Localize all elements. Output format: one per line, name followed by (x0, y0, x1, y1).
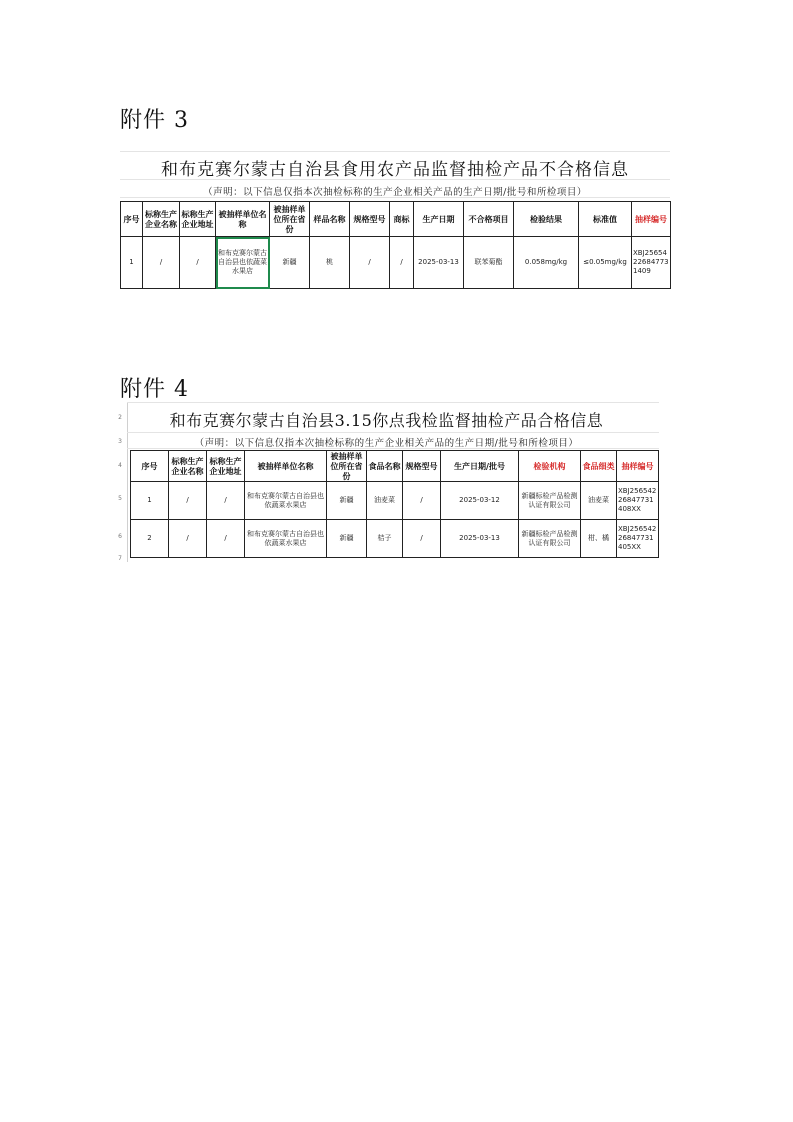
table-header-row (131, 451, 659, 482)
header-cell-sample-id: 抽样编号 (632, 202, 671, 237)
attachment-4-table (130, 450, 659, 558)
table-cell[interactable]: 和布克赛尔蒙古自治县也依蔬菜水果店 (245, 482, 327, 520)
row-number: 3 (118, 438, 122, 445)
table-cell[interactable]: / (350, 237, 390, 289)
table-cell[interactable]: / (403, 482, 441, 520)
table-cell[interactable]: 新疆 (327, 482, 367, 520)
table-cell[interactable]: / (207, 520, 245, 558)
table-cell[interactable]: / (143, 237, 180, 289)
table-cell[interactable]: / (169, 520, 207, 558)
header-cell: 序号 (121, 202, 143, 237)
gridline (127, 402, 659, 403)
attachment-3-note: （声明：以下信息仅指本次抽检标称的生产企业相关产品的生产日期/批号和所检项目） (203, 187, 587, 198)
table-cell[interactable]: / (390, 237, 414, 289)
attachment-3-table (120, 201, 671, 289)
table-cell[interactable]: 桔子 (367, 520, 403, 558)
table-cell[interactable]: / (180, 237, 216, 289)
table-cell[interactable]: / (169, 482, 207, 520)
header-cell-food-subtype: 食品细类 (581, 451, 617, 482)
table-cell[interactable]: 2 (131, 520, 169, 558)
row-number: 7 (118, 555, 122, 562)
table-cell[interactable]: 新疆 (327, 520, 367, 558)
table-cell[interactable]: 0.058mg/kg (514, 237, 579, 289)
attachment-4-heading: 附件 4 (120, 377, 189, 402)
header-cell: 不合格项目 (464, 202, 514, 237)
header-cell: 样品名称 (310, 202, 350, 237)
header-cell: 被抽样单位所在省份 (270, 202, 310, 237)
attachment-3-title: 和布克赛尔蒙古自治县食用农产品监督抽检产品不合格信息 (161, 160, 629, 180)
table-cell[interactable]: 2025-03-13 (441, 520, 519, 558)
table-cell[interactable]: XBJ25654226847731405XX (617, 520, 659, 558)
header-cell: 生产日期/批号 (441, 451, 519, 482)
table-row (121, 237, 671, 289)
row-number: 2 (118, 414, 122, 421)
table-cell[interactable]: XBJ25654226847731409 (632, 237, 671, 289)
header-cell: 序号 (131, 451, 169, 482)
row-number: 5 (118, 495, 122, 502)
table-cell[interactable]: 油麦菜 (581, 482, 617, 520)
table-cell[interactable]: 2025-03-13 (414, 237, 464, 289)
table-cell[interactable]: / (403, 520, 441, 558)
attachment-4-title: 和布克赛尔蒙古自治县3.15你点我检监督抽检产品合格信息 (169, 411, 604, 430)
table-row (131, 520, 659, 558)
table-cell[interactable]: 1 (131, 482, 169, 520)
header-cell: 规格型号 (350, 202, 390, 237)
table-cell[interactable]: 新疆 (270, 237, 310, 289)
table-header-row (121, 202, 671, 237)
table-cell[interactable]: / (207, 482, 245, 520)
table-cell[interactable]: 新疆标检产品检测认证有限公司 (519, 520, 581, 558)
header-cell: 标称生产企业地址 (207, 451, 245, 482)
header-cell: 被抽样单位所在省份 (327, 451, 367, 482)
attachment-4-sheet (114, 402, 659, 562)
header-cell-lab: 检验机构 (519, 451, 581, 482)
header-cell: 标称生产企业地址 (180, 202, 216, 237)
header-cell-sample-id: 抽样编号 (617, 451, 659, 482)
table-cell[interactable]: 油麦菜 (367, 482, 403, 520)
header-cell: 检验结果 (514, 202, 579, 237)
attachment-3-heading: 附件 3 (120, 108, 189, 133)
header-cell: 标称生产企业名称 (169, 451, 207, 482)
table-cell[interactable]: 2025-03-12 (441, 482, 519, 520)
table-cell[interactable]: 联苯菊酯 (464, 237, 514, 289)
header-cell: 生产日期 (414, 202, 464, 237)
table-cell[interactable]: ≤0.05mg/kg (579, 237, 632, 289)
table-cell[interactable]: 新疆标检产品检测认证有限公司 (519, 482, 581, 520)
gridline (127, 432, 659, 433)
gridline (120, 151, 670, 152)
header-cell: 被抽样单位名称 (245, 451, 327, 482)
header-cell: 被抽样单位名称 (216, 202, 270, 237)
row-number: 6 (118, 533, 122, 540)
header-cell: 标称生产企业名称 (143, 202, 180, 237)
header-cell: 标准值 (579, 202, 632, 237)
header-cell: 规格型号 (403, 451, 441, 482)
table-cell[interactable]: 1 (121, 237, 143, 289)
table-cell[interactable]: 和布克赛尔蒙古自治县也依蔬菜水果店 (245, 520, 327, 558)
header-cell: 食品名称 (367, 451, 403, 482)
table-cell[interactable]: XBJ25654226847731408XX (617, 482, 659, 520)
header-cell: 商标 (390, 202, 414, 237)
table-cell[interactable]: 桃 (310, 237, 350, 289)
attachment-4-note: （声明：以下信息仅指本次抽检标称的生产企业相关产品的生产日期/批号和所检项目） (194, 438, 579, 449)
table-row (131, 482, 659, 520)
table-cell[interactable]: 柑、橘 (581, 520, 617, 558)
row-number: 4 (118, 462, 122, 469)
table-cell-selected[interactable]: 和布克赛尔蒙古自治县也依蔬菜水果店 (216, 237, 270, 289)
attachment-3-sheet (120, 151, 670, 291)
